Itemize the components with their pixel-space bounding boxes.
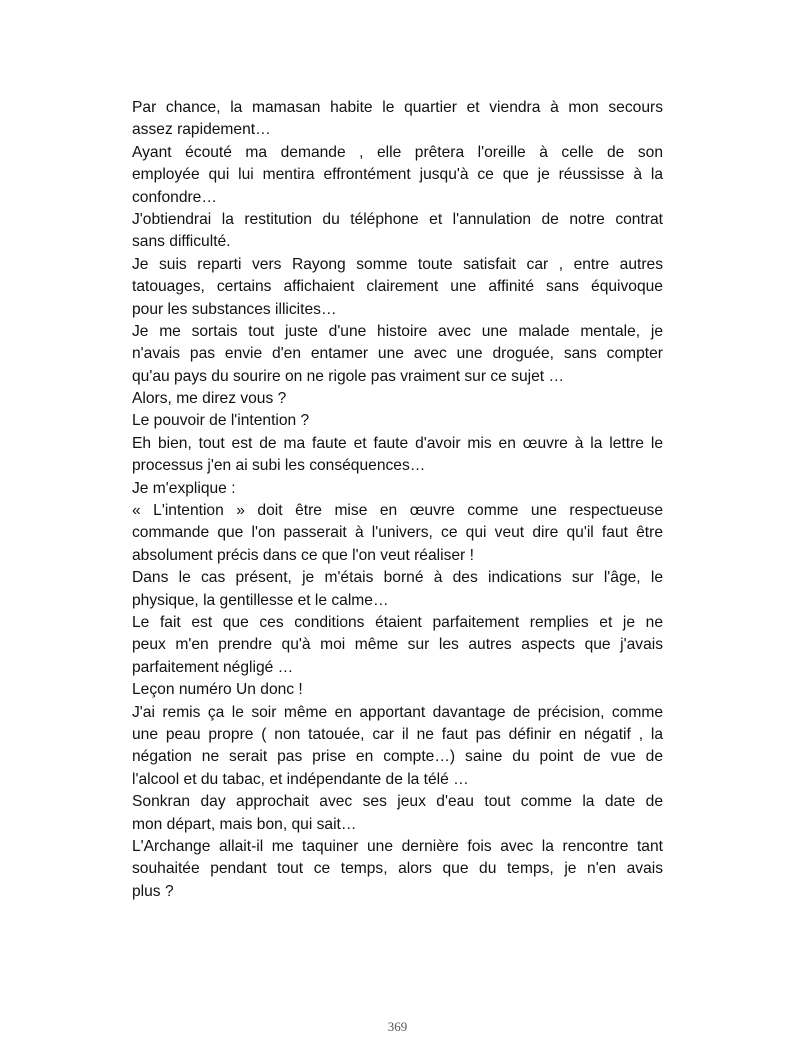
text-line: Je m'explique :: [132, 479, 236, 497]
text-line: Ayant écouté ma demande , elle prêtera l'oreille à celle de son: [132, 143, 663, 161]
text-line: l'alcool et du tabac, et indépendante de la télé …: [132, 770, 469, 788]
text-line: une peau propre ( non tatouée, car il ne faut pas définir en négatif , la: [132, 725, 663, 743]
text-line: absolument précis dans ce que l'on veut réaliser !: [132, 546, 474, 564]
text-line: J'ai remis ça le soir même en apportant davantage de précision, comme: [132, 703, 663, 721]
text-line: Dans le cas présent, je m'étais borné à des indications sur l'âge, le: [132, 569, 663, 587]
text-line: Je suis reparti vers Rayong somme toute satisfait car , entre autres: [132, 255, 663, 273]
text-line: parfaitement négligé …: [132, 658, 294, 676]
text-line: Par chance, la mamasan habite le quartier et viendra à mon secours: [132, 99, 663, 116]
text-line: confondre…: [132, 188, 217, 206]
text-line: Je me sortais tout juste d'une histoire avec une malade mentale, je: [132, 322, 663, 340]
text-line: peux m'en prendre qu'à moi même sur les autres aspects que j'avais: [132, 636, 663, 654]
text-line: Le fait est que ces conditions étaient parfaitement remplies et je ne: [132, 613, 663, 631]
text-line: assez rapidement…: [132, 121, 271, 139]
text-line: Eh bien, tout est de ma faute et faute d'avoir mis en œuvre à la lettre le: [132, 434, 663, 452]
text-line: « L'intention » doit être mise en œuvre comme une respectueuse: [132, 502, 663, 520]
text-line: Le pouvoir de l'intention ?: [132, 412, 310, 430]
text-line: employée qui lui mentira effrontément jusqu'à ce que je réussisse à la: [132, 166, 663, 184]
text-line: plus ?: [132, 882, 174, 900]
page-number: 369: [387, 1019, 408, 1034]
text-line: mon départ, mais bon, qui sait…: [132, 815, 357, 833]
text-line: sans difficulté.: [132, 233, 231, 251]
text-line: Sonkran day approchait avec ses jeux d'eau tout comme la date de: [132, 793, 663, 811]
text-line: souhaitée pendant tout ce temps, alors que du temps, je n'en avais: [132, 860, 663, 878]
text-line: processus j'en ai subi les conséquences…: [132, 457, 426, 475]
text-line: n'avais pas envie d'en entamer une avec une droguée, sans compter: [132, 345, 663, 363]
text-line: Leçon numéro Un donc !: [132, 681, 303, 699]
text-line: pour les substances illicites…: [132, 300, 337, 318]
text-line: Alors, me direz vous ?: [132, 390, 287, 408]
body-text: [132, 97, 663, 903]
text-line: qu'au pays du sourire on ne rigole pas vraiment sur ce sujet …: [132, 367, 565, 385]
text-line: physique, la gentillesse et le calme…: [132, 591, 389, 609]
text-line: commande que l'on passerait à l'univers, ce qui veut dire qu'il faut être: [132, 524, 663, 542]
text-line: négation ne serait pas prise en compte…) saine du point de vue de: [132, 748, 663, 766]
text-line: tatouages, certains affichaient clairement une affinité sans équivoque: [132, 278, 663, 296]
text-line: J'obtiendrai la restitution du téléphone et l'annulation de notre contrat: [132, 210, 663, 228]
text-line: L'Archange allait-il me taquiner une dernière fois avec la rencontre tant: [132, 837, 663, 855]
